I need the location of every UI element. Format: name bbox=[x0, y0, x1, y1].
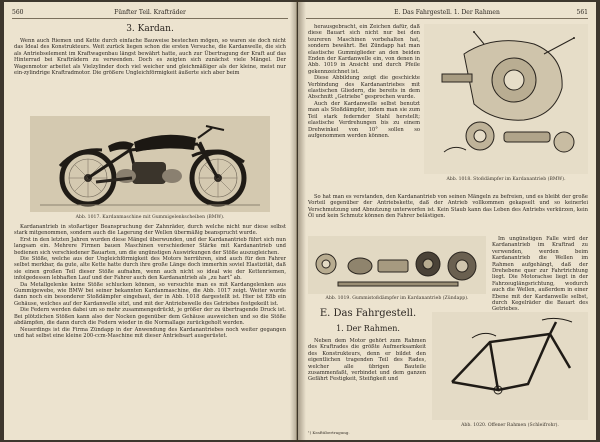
right-running-title: E. Das Fahrgestell. 1. Der Rahmen bbox=[394, 9, 500, 16]
right-top-column bbox=[308, 24, 420, 192]
body-paragraph-2: Erst in den letzten Jahren wurden diese Mängel überwunden, und der Kardanantrieb führt sich nun langsam ein. Mehrere Firmen bauen Maschinen verschiedener Stärke mit Kardanantrieb und bedienen sich verschiedener Bauarten, um die ungünstigen Auswirkungen der Stöße auszugleichen. bbox=[14, 236, 286, 256]
left-page bbox=[4, 2, 297, 440]
figure-1020-open-frame bbox=[432, 312, 588, 420]
left-body-text bbox=[14, 224, 286, 436]
right-side-paragraph-2: Auch der Kardanwelle selbst benutzt man als Stoßdämpfer, indem man sie zum Teil stark federnder Stahl herstellt; elastische Verdrehungen bis zu einem Drehwinkel von 10° sollen so aufgenommen werden können. bbox=[308, 100, 420, 139]
body-paragraph-4: Da Metallgelenke keine Stöße schlucken können, so versuchte man es mit Kardangelenken aus Gummigewebe, wie BMW bei seiner bekannten Kardanmaschine, die Abb. 1017 zeigt. Weiter wurde dann noch ein besonderer Stoßdämpfer eingebaut, der in Abb. 1018 dargestellt ist. Hier ist E8b ein Gehäuse, welches auf der Kardanwelle sitzt, und mit der Antriebswelle des Getriebes festgekeilt ist. bbox=[14, 281, 286, 307]
footnote: ¹) Kraftübertragung. bbox=[308, 430, 350, 435]
figure-1017-motorcycle bbox=[30, 116, 270, 212]
right-side-paragraph: Diese Abbildung zeigt die geschickte Verbindung des Kardanantriebes mit elastischen Gliedern, die bereits in dem Abschnitt „Getriebe“ gesprochen wurde. bbox=[308, 75, 420, 101]
right-page bbox=[298, 2, 596, 440]
left-page-number: 560 bbox=[12, 9, 24, 16]
subsection-heading-rahmen: 1. Der Rahmen. bbox=[336, 324, 400, 333]
figure-1018-caption: Abb. 1018. Stoßdämpfer im Kardanantrieb (BMW). bbox=[446, 177, 566, 182]
body-paragraph-1: Kardanantrieb in stoßartiger Beanspruchung der Zahnräder, durch welche nicht nur diese selbst stark mitgenommen, sondern auch die Lagerung der Wellen übermäßig beansprucht wurde. bbox=[14, 224, 286, 237]
motorcycle-illustration bbox=[30, 116, 270, 212]
figure-1019-side-text: Im ungünstigen Falle wird der Kardanantrieb im Kraftrad zu verwenden, werden beim Kardanantrieb die Wellen im Rahmen aufgehängt, daß der Drehebene quer zur Fahrtrichtung liegt. Die Motorachse liegt in der Fahrzeuglängsrichtung, wodurch auch die Wellen, außerdem in einer Ebene mit der Kardanwelle selbst, durch Kegelräder die Bauart des Getriebes. bbox=[492, 236, 588, 313]
frame-paragraph: Neben dem Motor gehört zum Rahmen des Kraftrades die größte Aufmerksamkeit des Konstrukteurs, denn er bildet den eigentlichen tragenden Teil des Rades, welcher alle übrigen Bauteile zusammenfaßt, verbindet und dem ganzen Gefährt Festigkeit, Steifigkeit und bbox=[308, 338, 426, 383]
frame-drawing-1020 bbox=[432, 312, 588, 420]
figure-1017-caption: Abb. 1017. Kardanmaschine mit Gummigelenkscheiben (BMW). bbox=[75, 215, 225, 220]
section-heading-fahrgestell: E. Das Fahrgestell. bbox=[319, 308, 417, 319]
right-page-header bbox=[306, 8, 588, 19]
figure-1019-caption: Abb. 1019. Gummistoßdämpfer im Kardanantrieb (Zündapp). bbox=[325, 296, 469, 301]
exploded-drawing-1018 bbox=[424, 24, 588, 174]
body-paragraph-3: Die Stöße, welche aus der Ungleichförmigkeit des Motors herrühren, sind auch für den Fahrer selbst merkbar, da gute, alte Kette hatte durch ihre große Länge doch immerhin soviel Elastizität, daß sie einen großen Teil dieser Stöße aufnahm, wenn auch nicht so ideal wie der Kettenriemen, infolgedessen lebhaften Lauf und der Fahrer auch den Kardanantrieb als „zu hart“ ab. bbox=[14, 256, 286, 282]
right-middle-paragraph: So hat man es verstanden, den Kardanantrieb von seinen Mängeln zu befreien, und es bleibt der große Vorteil gegenüber der Antriebskette, daß der Antrieb vollkommen gekapselt und so keinerlei Verschmutzung und Abnutzung unterworfen ist. Kein Staub kann das Leben des Antriebs verkürzen, kein Öl und kein Schmutz können den Fahrer belästigen. bbox=[308, 194, 588, 220]
intro-paragraph: Wenn auch Riemen und Kette durch einfache Bauweise bestechen mögen, so waren sie doch nicht das Ideal des Konstrukteurs. Weit zurück liegen schon die ersten Versuche, die Kardanwelle, die sich als Antriebselement im Kraftwagenbau längst bewährt hatte, auch zur Übertragung der Kraft auf das Hinterrad bei Krafträdern zu verwenden. Doch es zeigten sich zunächst viele Mängel. Der Wagenmotor arbeitet als Vielzylinder doch viel weicher und gleichmäßiger als der kleine, meist nur ein-zylindrige Kraftradmotor. Die größere Ungleichförmigkeit äußerte sich aber beim bbox=[14, 38, 286, 77]
parts-drawing-1019 bbox=[308, 236, 486, 294]
left-page-header bbox=[12, 8, 288, 19]
body-paragraph-5: Die Federn werden dabei um so mehr zusammengedrückt, je größer der zu übertragende Druck ist. Bei plötzlichen Stößen kann also der Nocken gegenüber dem Gehäuse ausweichen und so die Stöße abdämpfen, die dann durch die Federn wieder in die Normallage zurückgeholt werden. bbox=[14, 307, 286, 327]
body-paragraph-6: Neuerdings ist die Firma Zündapp in der Anwendung des Kardanantriebes noch weiter gegangen und hat selbst eine kleine 200-ccm-Maschine mit dieser Antriebsart ausgerüstet. bbox=[14, 326, 286, 339]
figure-1020-caption: Abb. 1020. Offener Rahmen (Schleifrohr). bbox=[461, 423, 559, 428]
section-heading-kardan: 3. Kardan. bbox=[126, 24, 174, 34]
right-page-number: 561 bbox=[576, 9, 588, 16]
left-running-title: Fünfter Teil. Krafträder bbox=[114, 9, 186, 16]
figure-1018-shock-absorber bbox=[424, 24, 588, 174]
right-top-paragraph: herausgebracht, ein Zeichen dafür, daß diese Bauart sich nicht nur bei den teureren Maschinen vorbehalten hat, sondern bewährt. Bei Zündapp hat man elastische Gummiglieder an den beiden Enden der Kardanwelle ein, von denen in Abb. 1019 in Ansicht und durch Pfeile gekennzeichnet ist. bbox=[308, 24, 420, 75]
figure-1019-rubber-damper bbox=[308, 236, 486, 294]
